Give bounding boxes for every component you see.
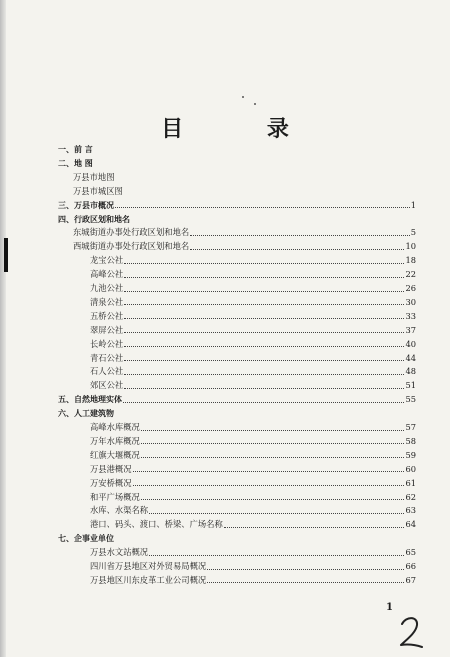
toc-leader-dots [141,498,405,500]
toc-label: 青石公社 [90,352,124,363]
toc-leader-dots [133,484,405,486]
toc-leader-dots [124,303,404,305]
toc-section-heading [58,407,258,420]
toc-label: 高峰公社 [90,269,124,280]
toc-leader-dots [141,456,405,458]
toc-page-number: 58 [405,435,416,446]
page-number: 1 [386,602,393,613]
toc-entry [90,477,416,490]
toc-page-number: 62 [405,491,416,502]
toc-label: 东城街道办事处行政区划和地名 [73,227,190,238]
toc-entry [90,504,416,517]
toc-page-number: 10 [405,241,416,252]
toc-label: 一、前 言 [58,145,93,154]
toc-leader-dots [124,290,404,292]
toc-entry [90,324,416,337]
toc-section-heading [58,532,258,545]
toc-leader-dots [123,401,404,403]
toc-leader-dots [141,442,405,444]
toc-label: 万县市城区图 [73,185,123,196]
toc-entry [90,449,416,462]
toc-leader-dots [133,470,405,472]
toc-label: 三、万县市概况 [58,200,114,210]
toc-leader-dots [207,581,404,583]
toc-label: 万安桥概况 [90,477,132,488]
scan-edge [0,0,6,657]
toc-leader-dots [124,373,404,375]
handwritten-mark [398,614,424,650]
toc-label: 万县地区川东皮革工业公司概况 [90,574,207,585]
page-title: 目 录 [161,116,327,142]
toc-entry [90,518,416,531]
toc-entry [90,463,416,476]
toc-label: 龙宝公社 [90,255,124,266]
toc-label: 水库、水渠名称 [90,505,149,516]
toc-entry [90,254,416,267]
toc-leader-dots [190,234,410,236]
toc-leader-dots [124,387,404,389]
toc-leader-dots [149,512,404,514]
toc-entry [90,338,416,351]
toc-page-number: 61 [405,477,416,488]
toc-label: 红旗大堰概况 [90,449,140,460]
toc-page-number: 59 [405,449,416,460]
toc-label: 七、企事业单位 [58,534,114,544]
toc-entry [90,491,416,504]
toc-page-number: 65 [405,547,416,558]
toc-leader-dots [224,526,405,528]
toc-entry [90,365,416,378]
toc-label: 翠屏公社 [90,324,124,335]
toc-entry [90,352,416,365]
toc-page-number: 40 [405,338,416,349]
toc-label: 万年水库概况 [90,435,140,446]
toc-page-number: 64 [405,519,416,530]
toc-leader-dots [141,429,405,431]
toc-label: 西城街道办事处行政区划和地名 [73,241,190,252]
toc-leader-dots [190,248,404,250]
toc-page-number: 26 [405,283,416,293]
toc-label: 郊区公社 [90,380,124,391]
toc-label: 六、人工建筑物 [58,409,114,419]
toc-page-number: 57 [405,422,416,432]
toc-leader-dots [207,568,404,570]
toc-page-number: 48 [405,366,416,377]
toc-page-number: 37 [405,324,416,335]
toc-page-number: 33 [405,310,416,321]
scan-speck [242,96,244,98]
toc-leader-dots [149,554,404,556]
toc-page-number: 22 [405,269,416,280]
toc-label: 四、行政区划和地名 [58,214,130,224]
toc-leader-dots [124,345,404,347]
toc-entry [90,574,416,587]
toc-leader-dots [124,262,404,264]
toc-page-number: 5 [410,227,416,238]
toc-entry [90,379,416,392]
toc-page-number: 63 [405,505,416,516]
binding-mark [4,238,8,272]
toc-section-heading [58,213,258,226]
toc-entry [73,171,273,184]
toc-section-heading [58,393,416,406]
toc-label: 五桥公社 [90,310,124,321]
toc-label: 高峰水库概况 [90,422,140,432]
toc-section-heading [58,143,258,156]
toc-label: 港口、码头、渡口、桥梁、广场名称 [90,519,223,530]
toc-page-number: 60 [405,463,416,474]
toc-leader-dots [124,276,404,278]
toc-label: 和平广场概况 [90,491,140,502]
toc-leader-dots [124,331,404,333]
toc-leader-dots [115,206,410,208]
toc-entry [90,435,416,448]
toc-leader-dots [124,317,404,319]
toc-page-number: 66 [405,561,416,571]
toc-label: 石人公社 [90,366,124,377]
toc-page-number: 67 [405,574,416,585]
toc-entry [90,421,416,434]
toc-label: 万县水文站概况 [90,547,149,558]
scan-speck [254,103,256,105]
toc-label: 万县市地图 [73,171,115,182]
toc-label: 四川省万县地区对外贸易局概况 [90,561,207,571]
toc-section-heading [58,157,258,170]
toc-entry [90,296,416,309]
toc-label: 清泉公社 [90,296,124,307]
toc-entry [73,185,273,198]
toc-entry [90,282,416,295]
toc-section-heading [58,199,416,212]
toc-entry [73,240,416,253]
toc-page-number: 30 [405,296,416,307]
toc-page-number: 51 [405,380,416,391]
toc-entry [90,560,416,573]
toc-label: 五、自然地理实体 [58,395,122,405]
toc-label: 长岭公社 [90,338,124,349]
toc-entry [90,268,416,281]
toc-label: 九池公社 [90,283,124,293]
toc-leader-dots [124,359,404,361]
toc-label: 万县港概况 [90,463,132,474]
toc-page-number: 18 [405,255,416,266]
toc-label: 二、地 图 [58,158,93,168]
toc-page-number: 55 [405,394,416,405]
toc-entry [90,546,416,559]
toc-page-number: 44 [405,352,416,363]
toc-page-number: 1 [410,199,416,210]
toc-entry [73,226,416,239]
toc-entry [90,310,416,323]
